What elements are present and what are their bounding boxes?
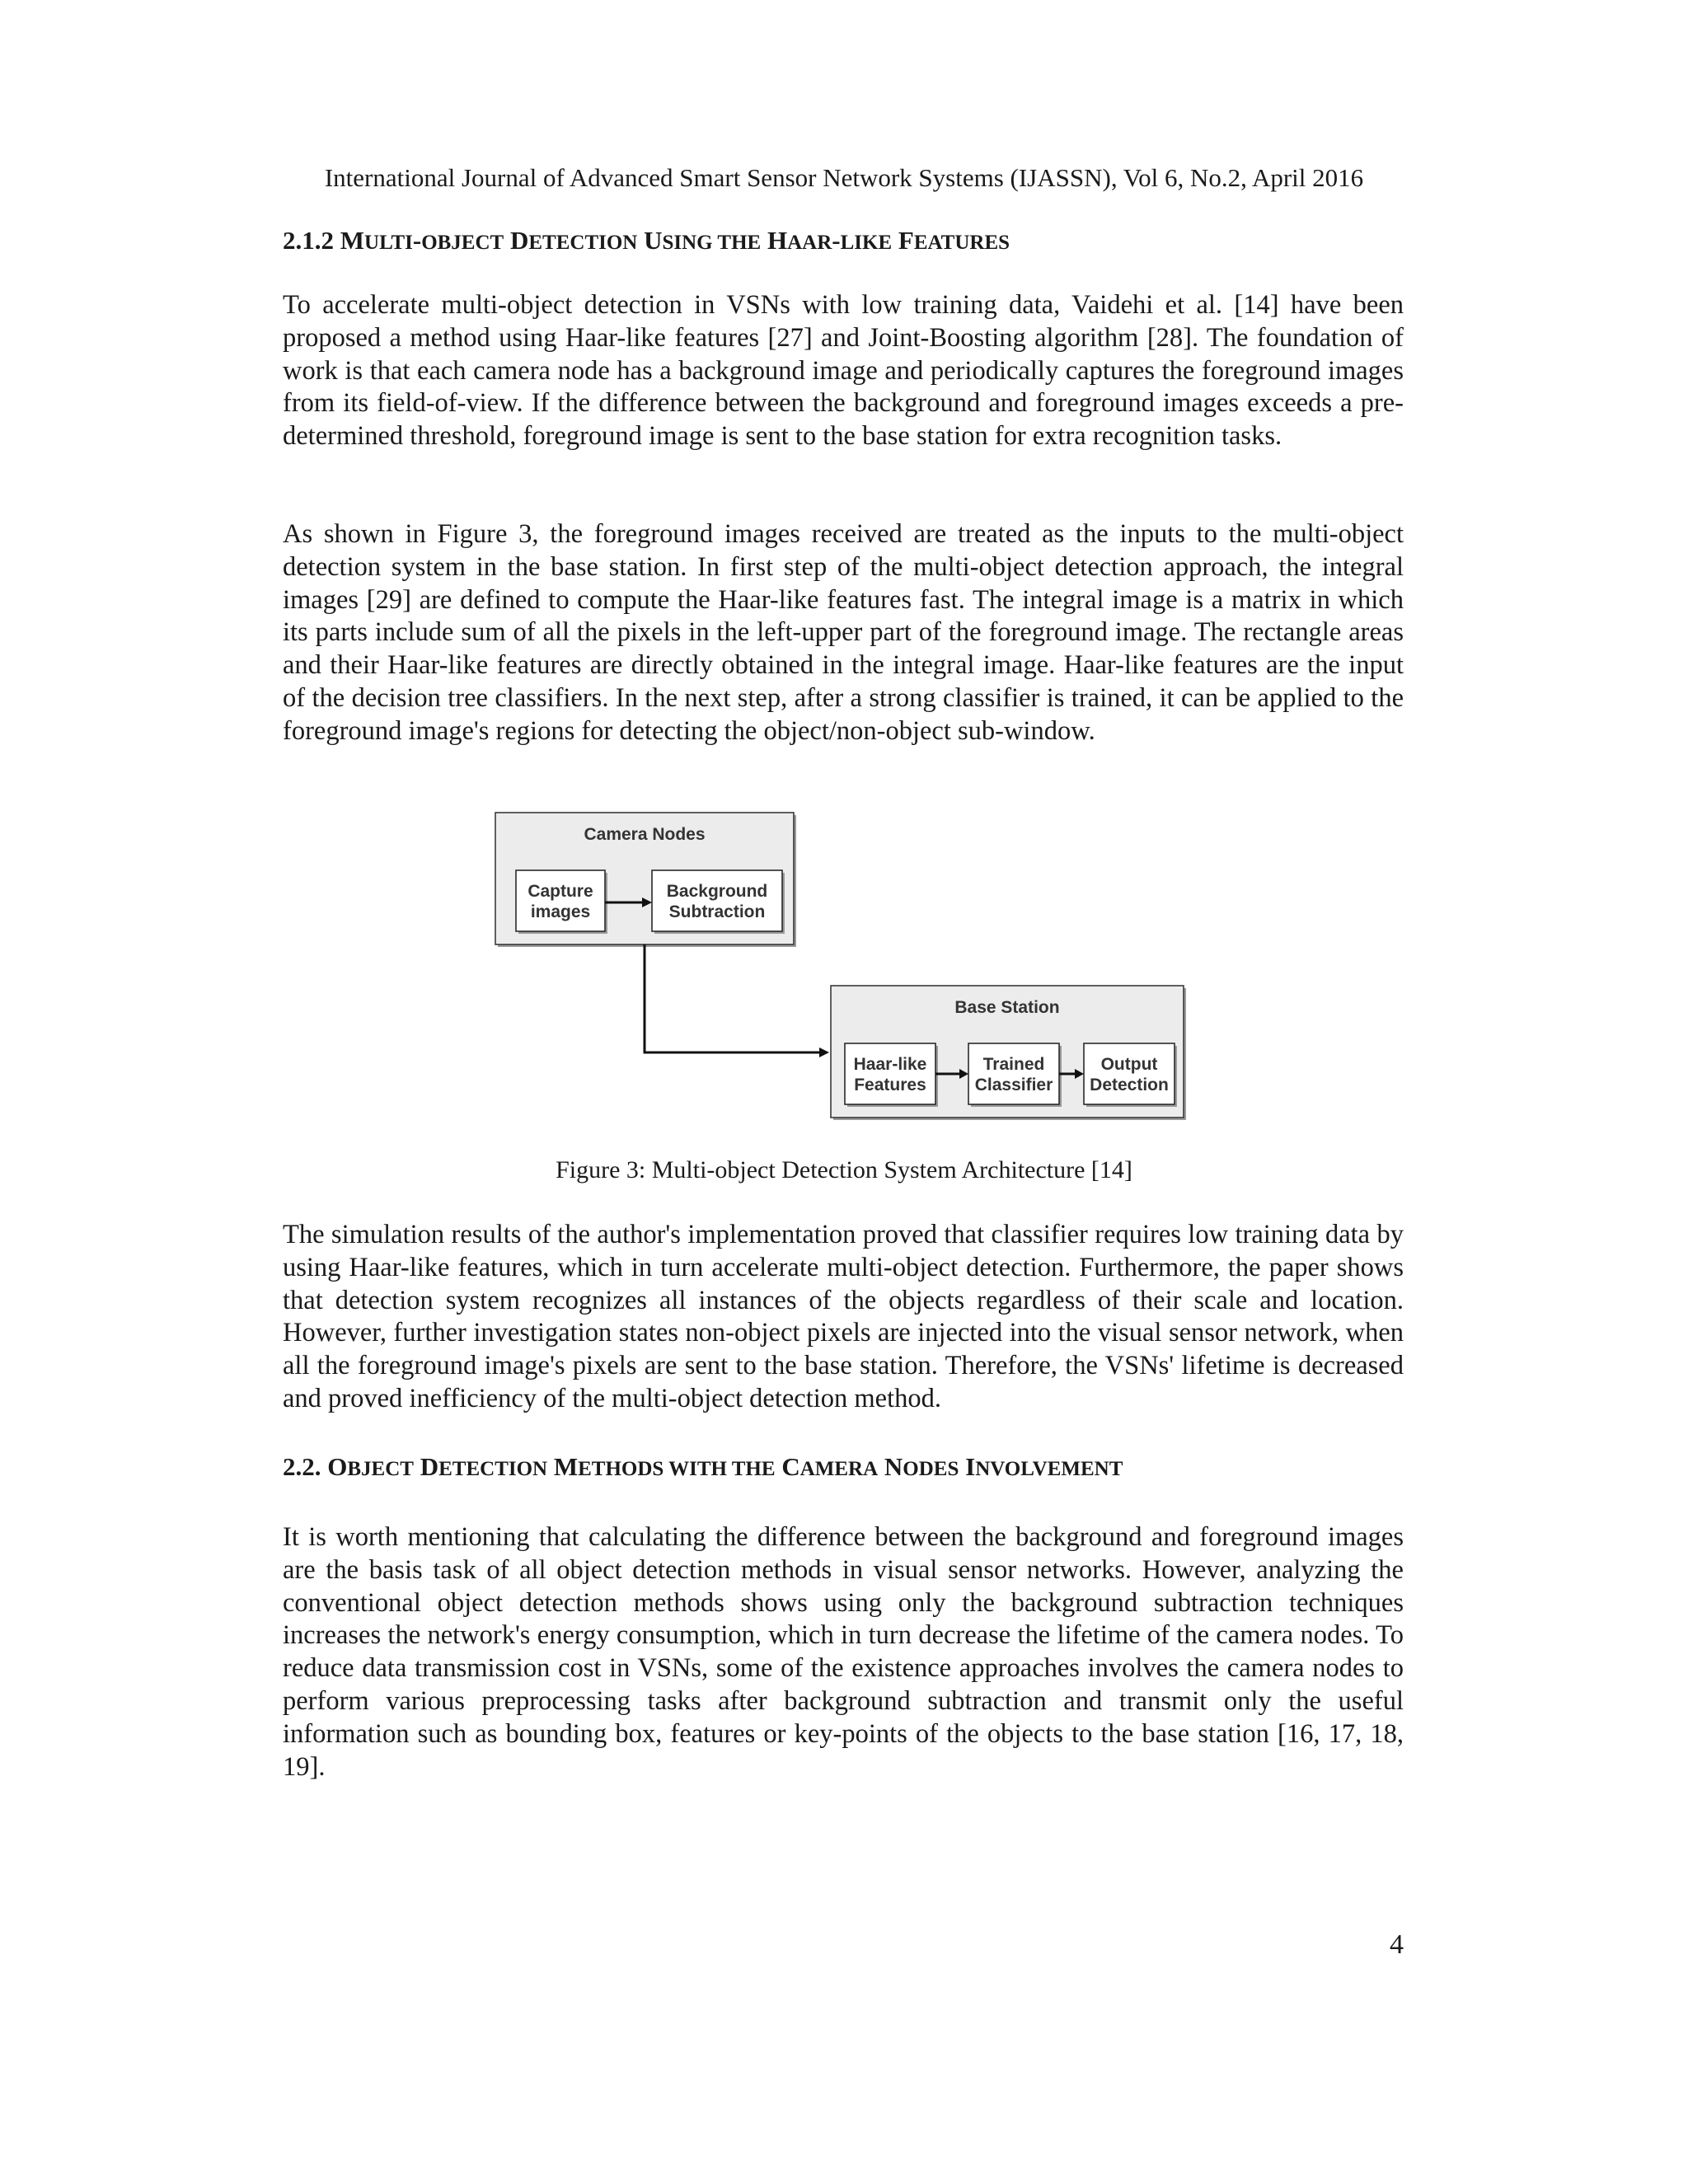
title-cap: I <box>959 1452 976 1481</box>
background-subtraction-box <box>652 870 782 931</box>
section-number: 2.2. <box>283 1452 328 1481</box>
title-cap: D <box>413 1452 439 1481</box>
connector-camera-to-base <box>645 944 820 1052</box>
title-cap: H <box>761 226 788 255</box>
title-small: SING THE <box>662 232 762 254</box>
paragraph-simulation-results: The simulation results of the author's implementation proved that classifier requires low training data by using Haar-like features, which in turn accelerate multi-object detection. Furthermore, the paper shows that detection system recognizes all instances of the objects regardless of their scale and location. However, further investigation states non-object pixels are injected into the visual sensor network, when all the foreground image's pixels are sent to the base station. Therefore, the VSNs' lifetime is decreased and proved inefficiency of the multi-object detection method. <box>283 1220 1404 1413</box>
title-cap: - <box>412 226 422 255</box>
title-small: ULTI <box>364 232 413 254</box>
title-cap: D <box>504 226 529 255</box>
page-number: 4 <box>1390 1929 1404 1960</box>
paragraph-camera-node-involvement: It is worth mentioning that calculating the difference between the background and foreground images are the basis task of all object detection methods in visual sensor networks. However, analyzing the conventional object detection methods shows using only the background subtraction techniques increases the network's energy consumption, which in turn decrease the lifetime of the camera nodes. To reduce data transmission cost in VSNs, some of the existence approaches involves the camera nodes to perform various preprocessing tasks after background subtraction and transmit only the useful information such as bounding box, features or key-points of the objects to the base station [16, 17, 18, 19]. <box>283 1522 1404 1782</box>
output-detection-box <box>1084 1043 1175 1104</box>
section-title-2-2 <box>283 1451 1404 1486</box>
title-small: LIKE <box>840 232 893 254</box>
capture-images-box <box>516 870 605 931</box>
haar-label-line2: Features <box>854 1076 926 1094</box>
output-label-line1: Output <box>1100 1055 1158 1074</box>
paragraph-haar-intro: To accelerate multi-object detection in VSNs with low training data, Vaidehi et al. [14] have been proposed a method using Haar-like features [27] and Joint-Boosting algorithm [28]. The foundation of work is that each camera node has a background image and periodically captures the foreground images from its field-of-view. If the difference between the background and foreground images exceeds a pre-determined threshold, foreground image is sent to the base station for extra recognition tasks. <box>283 290 1404 452</box>
title-small: AMERA <box>799 1458 879 1480</box>
trained-classifier-box <box>968 1043 1059 1104</box>
title-small: ETECTION <box>438 1458 548 1480</box>
title-cap: N <box>878 1452 903 1481</box>
title-small: NVOLVEMENT <box>975 1458 1123 1480</box>
section-title-2-1-2 <box>283 224 1404 260</box>
arrowhead-icon <box>819 1047 829 1057</box>
trained-label-line1: Trained <box>982 1055 1045 1074</box>
trained-label-line2: Classifier <box>974 1076 1053 1094</box>
title-cap: O <box>327 1452 348 1481</box>
paragraph-figure-description: As shown in Figure 3, the foreground images received are treated as the inputs to the multi-object detection system in the base station. In first step of the multi-object detection approach, the integral images [29] are defined to compute the Haar-like features fast. The integral image is a matrix in which its parts include sum of all the pixels in the left-upper part of the foreground image. The rectangle areas and their Haar-like features are directly obtained in the integral image. Haar-like features are the input of the decision tree classifiers. In the next step, after a strong classifier is trained, it can be applied to the foreground image's regions for detecting the object/non-object sub-window. <box>283 519 1404 746</box>
title-cap: M <box>340 226 365 255</box>
background-label-line1: Background <box>666 882 768 901</box>
title-small: BJECT <box>347 1458 414 1480</box>
title-small: AAR <box>787 232 832 254</box>
haar-label-line1: Haar-like <box>853 1055 927 1074</box>
camera-nodes-label: Camera Nodes <box>584 825 706 844</box>
title-cap: F <box>892 226 914 255</box>
title-small: ODES <box>903 1458 959 1480</box>
background-label-line2: Subtraction <box>668 902 766 921</box>
section-number: 2.1.2 <box>283 226 340 255</box>
output-label-line2: Detection <box>1090 1076 1169 1094</box>
title-cap: - <box>832 226 841 255</box>
title-small: OBJECT <box>421 232 504 254</box>
haar-features-box <box>845 1043 935 1104</box>
base-station-label: Base Station <box>954 998 1060 1017</box>
figure-3-diagram <box>495 812 1187 1123</box>
journal-header: International Journal of Advanced Smart Sensor Network Systems (IJASSN), Vol 6, No.2, April 2016 <box>324 163 1364 192</box>
title-small: ETECTION <box>528 232 638 254</box>
title-cap: M <box>547 1452 579 1481</box>
capture-label-line2: images <box>530 902 591 921</box>
capture-label-line1: Capture <box>528 882 593 901</box>
title-cap: U <box>637 226 663 255</box>
title-small: ETHODS WITH THE <box>578 1458 776 1480</box>
title-cap: C <box>775 1452 800 1481</box>
figure-caption: Figure 3: Multi-object Detection System Architecture [14] <box>556 1156 1132 1183</box>
title-small: EATURES <box>913 232 1010 254</box>
